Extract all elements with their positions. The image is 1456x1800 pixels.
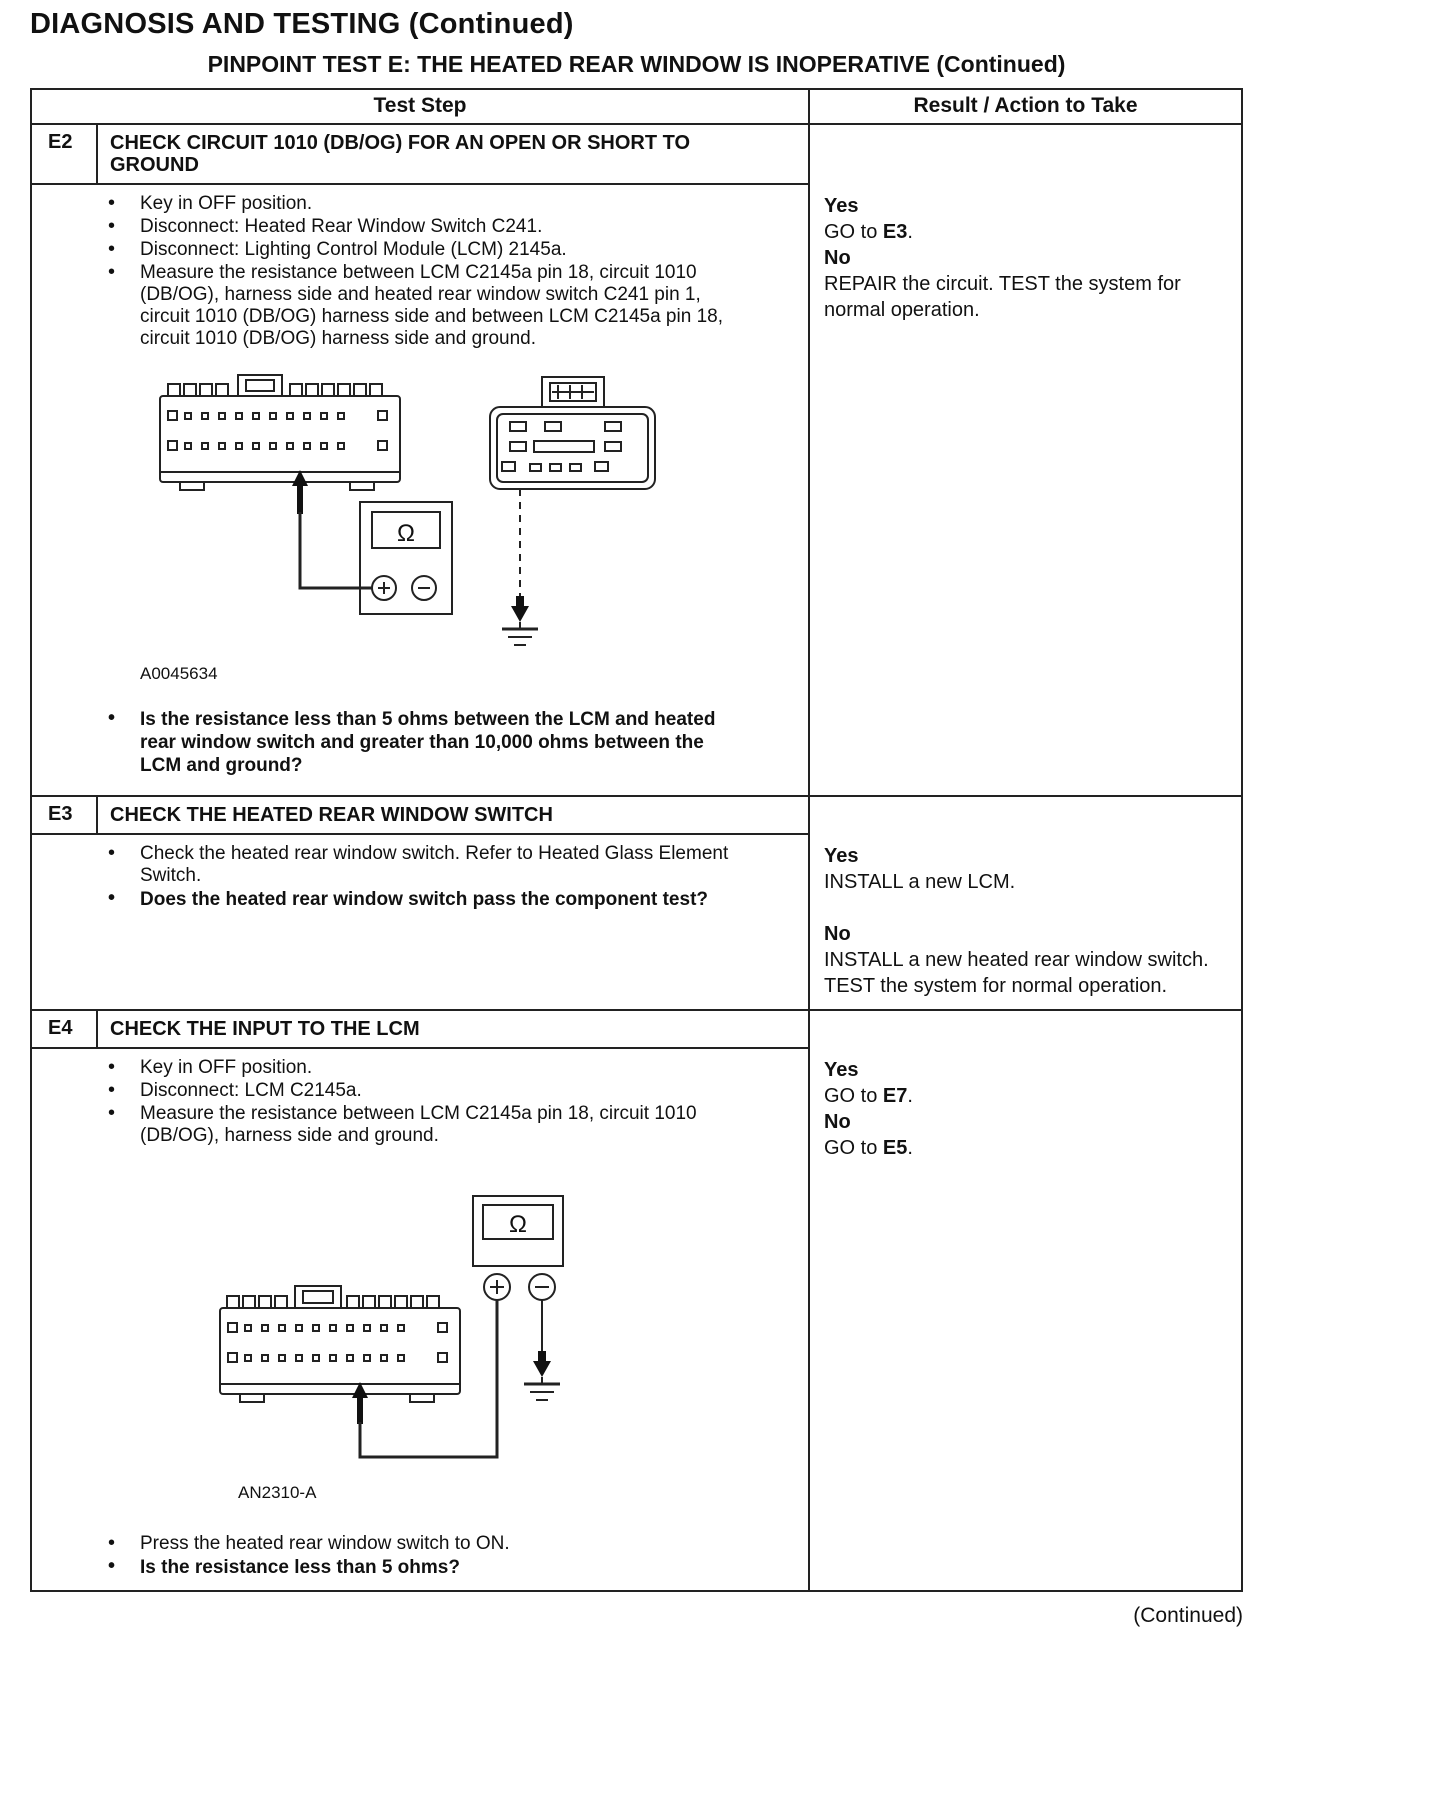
result-action	[824, 1135, 1235, 1161]
action-target: E7	[882, 1085, 908, 1107]
step-body-e2	[32, 185, 808, 788]
test-step-item: • Press the heated rear window switch to ON.	[74, 1533, 808, 1555]
result-action	[824, 869, 1235, 895]
step-list-e3	[74, 843, 808, 911]
ohmmeter-drawing	[360, 502, 452, 614]
pinpoint-test-table	[30, 88, 1243, 1592]
step-body-e3	[32, 835, 808, 922]
test-step-item: • Key in OFF position.	[74, 193, 808, 215]
figure-label: A0045634	[140, 664, 218, 683]
step-header-e3	[32, 797, 808, 835]
action-text: GO to	[824, 221, 883, 243]
minus-terminal-icon	[412, 576, 436, 600]
result-yes-block	[824, 1057, 1235, 1109]
result-yes-block	[824, 193, 1235, 245]
probe-plug-icon	[352, 1382, 368, 1424]
result-answer: No	[824, 247, 851, 269]
action-target: E3	[882, 221, 908, 243]
action-text: INSTALL a new LCM.	[824, 871, 1016, 893]
result-cell-e4	[810, 1011, 1241, 1590]
result-action	[824, 947, 1235, 999]
result-answer: Yes	[824, 845, 859, 867]
step-title-e2: CHECK CIRCUIT 1010 (DB/OG) FOR AN OPEN OR SHORT TO GROUND	[110, 132, 691, 176]
result-action	[824, 219, 1235, 245]
wiring-diagram-e4	[215, 1191, 567, 1467]
result-no-block	[824, 245, 1235, 323]
test-row-e2	[32, 125, 1241, 797]
result-no-block	[824, 921, 1235, 999]
action-text: GO to	[824, 1137, 883, 1159]
ohm-symbol: Ω	[397, 520, 415, 547]
step-title-e3: CHECK THE HEATED REAR WINDOW SWITCH	[110, 804, 553, 826]
column-header-test-step: Test Step	[32, 90, 810, 123]
action-target: E5	[882, 1137, 908, 1159]
step-list-e4	[74, 1057, 808, 1147]
test-row-e3	[32, 797, 1241, 1011]
meter-lead-wire	[360, 1300, 497, 1457]
table-header-row	[32, 90, 1241, 125]
step-header-e2	[32, 125, 808, 185]
step-body-e4	[32, 1049, 808, 1590]
test-step-item: • Check the heated rear window switch. Refer to Heated Glass Element Switch.	[74, 843, 808, 887]
plus-terminal-icon	[372, 576, 396, 600]
lcm-connector-drawing	[220, 1286, 460, 1402]
action-text: .	[907, 1137, 913, 1159]
test-step-item: • Disconnect: LCM C2145a.	[74, 1080, 808, 1102]
test-question: • Is the resistance less than 5 ohms?	[74, 1556, 808, 1579]
step-title-e4: CHECK THE INPUT TO THE LCM	[110, 1018, 420, 1040]
test-question: • Is the resistance less than 5 ohms between the LCM and heated rear window switch and greater than 10,000 ohms between the LCM and ground?	[74, 708, 808, 777]
action-text: .	[907, 221, 913, 243]
column-header-result: Result / Action to Take	[913, 94, 1138, 117]
ground-symbol-icon	[524, 1377, 560, 1400]
test-step-item: • Key in OFF position.	[74, 1057, 808, 1079]
continued-footer: (Continued)	[1133, 1604, 1243, 1627]
step-id-e3: E3	[32, 797, 98, 833]
step-id-e4: E4	[32, 1011, 98, 1047]
action-text: GO to	[824, 1085, 883, 1107]
ohmmeter-drawing	[473, 1196, 563, 1300]
ground-plug-icon	[533, 1351, 551, 1377]
step-list-e2	[74, 193, 808, 350]
action-text: .	[907, 1085, 913, 1107]
test-question: • Does the heated rear window switch pass the component test?	[74, 888, 808, 911]
test-step-item: • Measure the resistance between LCM C2145a pin 18, circuit 1010 (DB/OG), harness side and heated rear window switch C241 pin 1, circuit 1010 (DB/OG) harness side and between LCM C2145a pin 18, circuit 1010 (DB/OG) harness side and ground.	[74, 262, 808, 350]
lcm-connector-drawing	[160, 375, 400, 490]
step-header-e4	[32, 1011, 808, 1049]
test-row-e4	[32, 1011, 1241, 1590]
test-step-item: • Disconnect: Heated Rear Window Switch C241.	[74, 216, 808, 238]
post-step-list-e4	[74, 1533, 808, 1579]
ohm-symbol: Ω	[509, 1211, 527, 1238]
result-no-block	[824, 1109, 1235, 1161]
test-step-cell-e4	[32, 1011, 810, 1590]
wiring-diagram-e2	[150, 374, 660, 658]
test-step-item: • Disconnect: Lighting Control Module (LCM) 2145a.	[74, 239, 808, 261]
result-answer: No	[824, 923, 851, 945]
result-cell-e3	[810, 797, 1241, 1009]
meter-lead-wire	[300, 512, 372, 588]
ground-symbol-icon	[502, 622, 538, 645]
test-step-cell-e2	[32, 125, 810, 795]
result-answer: No	[824, 1111, 851, 1133]
question-list-e2	[74, 708, 808, 777]
action-text: REPAIR the circuit. TEST the system for normal operation.	[824, 273, 1181, 321]
result-yes-block	[824, 843, 1235, 895]
result-cell-e2	[810, 125, 1241, 795]
step-id-e2: E2	[32, 125, 98, 183]
result-action	[824, 1083, 1235, 1109]
ground-plug-icon	[511, 596, 529, 622]
pinpoint-test-title: PINPOINT TEST E: THE HEATED REAR WINDOW IS INOPERATIVE (Continued)	[207, 51, 1066, 77]
page-heading: DIAGNOSIS AND TESTING (Continued)	[30, 8, 574, 40]
figure-label: AN2310-A	[238, 1483, 317, 1502]
result-answer: Yes	[824, 195, 859, 217]
test-step-cell-e3	[32, 797, 810, 1009]
result-action	[824, 271, 1235, 323]
result-answer: Yes	[824, 1059, 859, 1081]
test-step-item: • Measure the resistance between LCM C2145a pin 18, circuit 1010 (DB/OG), harness side and ground.	[74, 1103, 808, 1147]
plus-terminal-icon	[484, 1274, 510, 1300]
probe-plug-icon	[292, 470, 308, 514]
switch-connector-drawing	[490, 377, 655, 489]
action-text: INSTALL a new heated rear window switch. TEST the system for normal operation.	[824, 949, 1209, 997]
minus-terminal-icon	[529, 1274, 555, 1300]
